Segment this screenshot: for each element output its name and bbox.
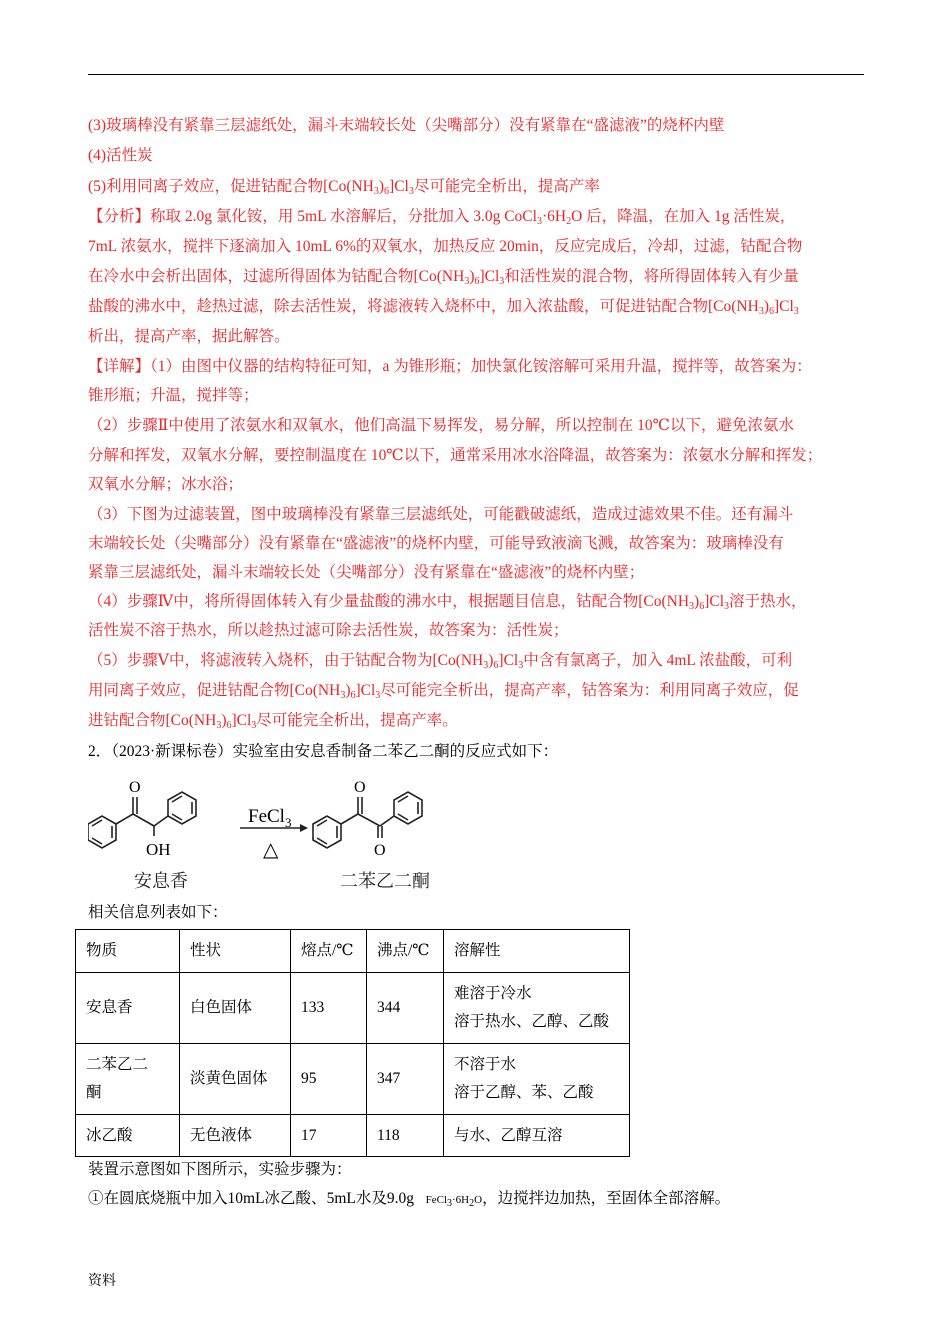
table-header-row bbox=[76, 930, 630, 973]
header-mp: 熔点/℃ bbox=[291, 930, 367, 973]
table-row bbox=[76, 1044, 630, 1115]
header-state: 性状 bbox=[180, 930, 291, 973]
carbonyl-o-label: O bbox=[129, 779, 141, 796]
cell-state: 白色固体 bbox=[180, 973, 291, 1044]
header-substance: 物质 bbox=[76, 930, 180, 973]
footer-label: 资料 bbox=[88, 1273, 116, 1289]
detail-line-4: 分解和挥发，双氧水分解，要控制温度在 10℃以下，通常采用冰水浴降温，故答案为：浓氨水分解和挥发； bbox=[88, 447, 823, 464]
cell-state: 淡黄色固体 bbox=[180, 1044, 291, 1115]
cell-bp: 344 bbox=[367, 973, 444, 1044]
detail-line-2: 锥形瓶；升温，搅拌等； bbox=[88, 387, 259, 404]
table-row bbox=[76, 1115, 630, 1157]
cell-bp: 118 bbox=[367, 1115, 444, 1157]
cell-state: 无色液体 bbox=[180, 1115, 291, 1157]
detail-line-8: 紧靠三层滤纸处，漏斗末端较长处（尖嘴部分）没有紧靠在“盛滤液”的烧杯内壁； bbox=[88, 564, 645, 581]
cell-solubility: 难溶于冷水 溶于热水、乙醇、乙酸 bbox=[444, 973, 630, 1044]
detail-line-1: 【详解】（1）由图中仪器的结构特征可知，a 为锥形瓶；加快氯化铵溶解可采用升温，搅拌等，故答案为： bbox=[88, 358, 812, 375]
analysis-line-4: 盐酸的沸水中，趁热过滤，除去活性炭，将滤液转入烧杯中，加入浓盐酸，可促进钴配合物$[Co(NH_3)_6]Cl_3$ bbox=[88, 298, 799, 317]
header-solubility: 溶解性 bbox=[444, 930, 630, 973]
question-2-stem: 2．（2023·新课标卷）实验室由安息香制备二苯乙二酮的反应式如下： bbox=[88, 743, 559, 760]
cell-solubility: 与水、乙醇互溶 bbox=[444, 1115, 630, 1157]
cell-solubility: 不溶于水 溶于乙醇、苯、乙酸 bbox=[444, 1044, 630, 1115]
cell-bp: 347 bbox=[367, 1044, 444, 1115]
step-1: ①在圆底烧瓶中加入10mL冰乙酸、5mL水及9.0g $FeCl_3\cdot 6H_2O$，边搅拌边加热，至固体全部溶解。 bbox=[88, 1190, 731, 1209]
detail-line-12: 用同离子效应，促进钴配合物$[Co(NH_3)_6]Cl_3$尽可能完全析出，提高产率，钴答案为：利用同离子效应，促 bbox=[88, 682, 799, 701]
analysis-line-5: 析出，提高产率，据此解答。 bbox=[88, 328, 290, 345]
reagent-label: FeCl$_3$ bbox=[248, 806, 292, 830]
heat-symbol: △ bbox=[263, 837, 279, 861]
analysis-line-1: 【分析】称取 2.0g 氯化铵，用 5mL 水溶解后，分批加入 3.0g $CoCl_3\cdot 6H_2O$ 后，降温，在加入 1g 活性炭， bbox=[88, 208, 796, 227]
answer-4: (4)活性炭 bbox=[88, 147, 153, 164]
answer-3: (3)玻璃棒没有紧靠三层滤纸处，漏斗末端较长处（尖嘴部分）没有紧靠在“盛滤液”的烧杯内壁 bbox=[88, 117, 725, 134]
benzil-o-bottom-label: O bbox=[374, 842, 386, 859]
cell-mp: 133 bbox=[291, 973, 367, 1044]
table-intro: 相关信息列表如下： bbox=[88, 904, 228, 921]
detail-line-7: 末端较长处（尖嘴部分）没有紧靠在“盛滤液”的烧杯内壁，可能导致液滴飞溅，故答案为：玻璃棒没有 bbox=[88, 535, 784, 552]
reactant-name: 安息香 bbox=[134, 871, 188, 892]
detail-line-11: （5）步骤Ⅴ中，将滤液转入烧杯，由于钴配合物为$[Co(NH_3)_6]Cl_3$中含有氯离子，加入 4mL 浓盐酸，可利 bbox=[88, 652, 793, 671]
cell-name: 二苯乙二 酮 bbox=[76, 1044, 180, 1115]
detail-line-3: （2）步骤Ⅱ中使用了浓氨水和双氧水，他们高温下易挥发，易分解，所以控制在 10℃以下，避免浓氨水 bbox=[88, 417, 795, 434]
detail-line-13: 进钴配合物$[Co(NH_3)_6]Cl_3$尽可能完全析出，提高产率。 bbox=[88, 712, 458, 731]
detail-line-10: 活性炭不溶于热水，所以趁热过滤可除去活性炭，故答案为：活性炭； bbox=[88, 622, 569, 639]
header-bp: 沸点/℃ bbox=[367, 930, 444, 973]
header-rule bbox=[88, 74, 864, 75]
benzoin-structure bbox=[88, 792, 196, 848]
cell-mp: 95 bbox=[291, 1044, 367, 1115]
analysis-line-3: 在冷水中会析出固体，过滤所得固体为钴配合物$[Co(NH_3)_6]Cl_3$和活性炭的混合物，将所得固体转入有少量 bbox=[88, 268, 799, 287]
table-row bbox=[76, 973, 630, 1044]
reaction-scheme bbox=[88, 778, 458, 894]
cell-name: 冰乙酸 bbox=[76, 1115, 180, 1157]
product-name: 二苯乙二酮 bbox=[340, 871, 430, 892]
benzil-o-top-label: O bbox=[354, 779, 366, 796]
hydroxyl-label: OH bbox=[146, 840, 171, 859]
properties-table bbox=[75, 929, 630, 1157]
cell-name: 安息香 bbox=[76, 973, 180, 1044]
analysis-line-2: 7mL 浓氨水，搅拌下逐滴加入 10mL 6%的双氧水，加热反应 20min，反应完成后，冷却，过滤，钴配合物 bbox=[88, 238, 803, 255]
apparatus-intro: 装置示意图如下图所示，实验步骤为： bbox=[88, 1161, 352, 1178]
cell-mp: 17 bbox=[291, 1115, 367, 1157]
detail-line-9: （4）步骤Ⅳ中，将所得固体转入有少量盐酸的沸水中，根据题目信息，钴配合物$[Co(NH_3)_6]Cl_3$溶于热水， bbox=[88, 593, 807, 612]
detail-line-5: 双氧水分解；冰水浴； bbox=[88, 476, 244, 493]
benzil-structure bbox=[313, 792, 422, 848]
answer-5: (5)利用同离子效应，促进钴配合物$[Co(NH_3)_6]Cl_3$尽可能完全析出，提高产率 bbox=[88, 178, 600, 197]
detail-line-6: （3）下图为过滤装置，图中玻璃棒没有紧靠三层滤纸处，可能戳破滤纸，造成过滤效果不佳。还有漏斗 bbox=[88, 506, 794, 523]
